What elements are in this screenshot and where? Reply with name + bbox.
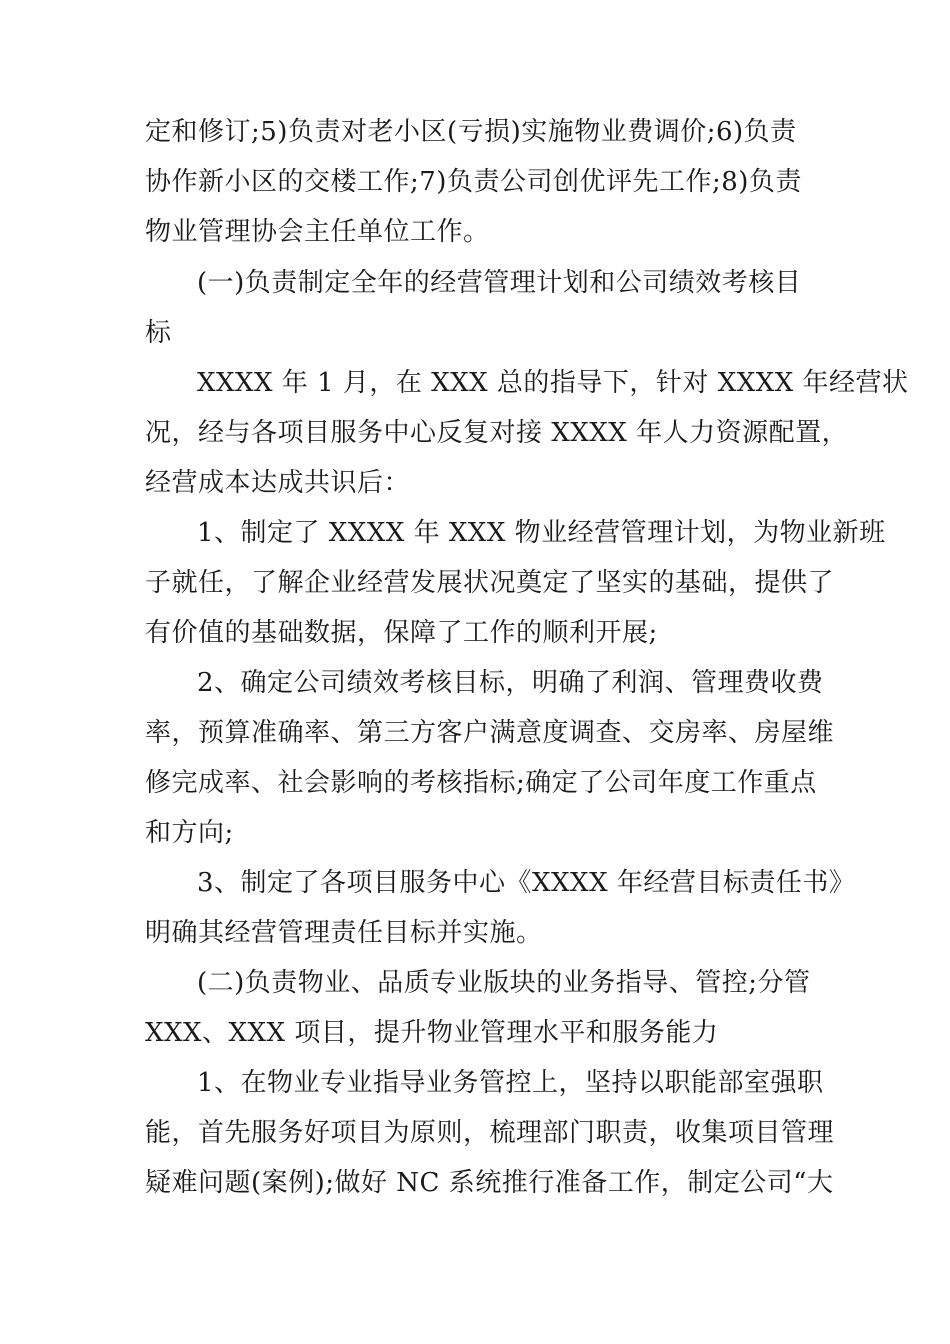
section-heading: (二)负责物业、品质专业版块的业务指导、管控;分管 xyxy=(197,968,811,998)
text-line: 定和修订;5)负责对老小区(亏损)实施物业费调价;6)负责 xyxy=(145,117,797,147)
text-line: 和方向; xyxy=(145,818,234,848)
text-line: 率，预算准确率、第三方客户满意度调查、交房率、房屋维 xyxy=(145,718,835,748)
list-item: 1、在物业专业指导业务管控上，坚持以职能部室强职 xyxy=(197,1068,824,1098)
text-line: 协作新小区的交楼工作;7)负责公司创优评先工作;8)负责 xyxy=(145,167,802,197)
text-line: 有价值的基础数据，保障了工作的顺利开展; xyxy=(145,618,658,648)
text-line: XXXX 年 1 月，在 XXX 总的指导下，针对 XXXX 年经营状 xyxy=(197,368,909,398)
list-item: 2、确定公司绩效考核目标，明确了利润、管理费收费 xyxy=(197,668,824,698)
text-line: 子就任，了解企业经营发展状况奠定了坚实的基础，提供了 xyxy=(145,568,835,598)
section-heading-continued: 标 xyxy=(145,318,172,348)
text-line: 疑难问题(案例);做好 NC 系统推行准备工作，制定公司“大 xyxy=(145,1168,834,1198)
text-line: 能，首先服务好项目为原则，梳理部门职责，收集项目管理 xyxy=(145,1118,835,1148)
section-heading: (一)负责制定全年的经营管理计划和公司绩效考核目 xyxy=(197,268,802,298)
text-line: 经营成本达成共识后： xyxy=(145,468,411,498)
text-line: 况，经与各项目服务中心反复对接 XXXX 年人力资源配置， xyxy=(145,418,849,448)
text-line: 修完成率、社会影响的考核指标;确定了公司年度工作重点 xyxy=(145,768,817,798)
list-item: 3、制定了各项目服务中心《XXXX 年经营目标责任书》 xyxy=(197,868,856,898)
text-line: 明确其经营管理责任目标并实施。 xyxy=(145,918,543,948)
list-item: 1、制定了 XXXX 年 XXX 物业经营管理计划，为物业新班 xyxy=(197,518,886,548)
text-line: 物业管理协会主任单位工作。 xyxy=(145,217,490,247)
section-heading-continued: XXX、XXX 项目，提升物业管理水平和服务能力 xyxy=(145,1018,719,1048)
